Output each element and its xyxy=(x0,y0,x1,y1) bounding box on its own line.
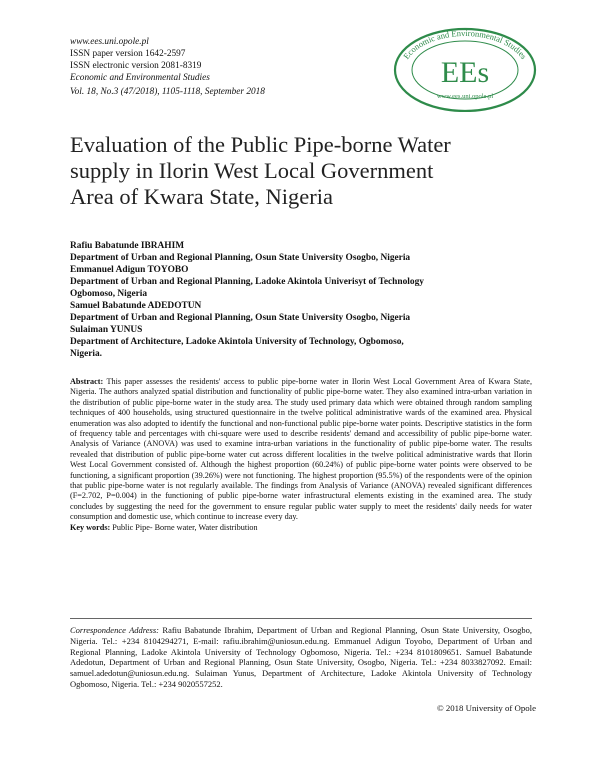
correspondence-label: Correspondence Address: xyxy=(70,625,160,635)
issn-electronic: ISSN electronic version 2081-8319 xyxy=(70,61,202,71)
author-affiliation: Ogbomoso, Nigeria xyxy=(70,289,148,299)
abstract-label: Abstract: xyxy=(70,377,104,386)
author-name: Sulaiman YUNUS xyxy=(70,325,143,335)
author-list xyxy=(70,240,540,360)
author-affiliation: Department of Urban and Regional Planning, Osun State University Osogbo, Nigeria xyxy=(70,253,411,263)
title-line: Area of Kwara State, Nigeria xyxy=(70,184,334,209)
author-affiliation: Department of Architecture, Ladoke Akintola University of Technology, Ogbomoso, xyxy=(70,337,404,347)
abstract-section xyxy=(70,377,532,533)
title-line: Evaluation of the Public Pipe-borne Water xyxy=(70,132,451,157)
author-affiliation: Nigeria. xyxy=(70,349,103,359)
issn-paper: ISSN paper version 1642-2597 xyxy=(70,49,186,59)
author-name: Samuel Babatunde ADEDOTUN xyxy=(70,301,202,311)
author-affiliation: Department of Urban and Regional Planning, Osun State University Osogbo, Nigeria xyxy=(70,313,411,323)
copyright-notice: © 2018 University of Opole xyxy=(436,703,536,713)
keywords-label: Key words: xyxy=(70,522,111,532)
author-name: Rafiu Babatunde IBRAHIM xyxy=(70,241,185,251)
volume-info: Vol. 18, No.3 (47/2018), 1105-1118, September 2018 xyxy=(70,87,265,97)
correspondence-section xyxy=(70,618,532,690)
correspondence-text: Rafiu Babatunde Ibrahim, Department of Urban and Regional Planning, Osun State University, Osogbo, Nigeria. Tel.: +234 8104294271, E-mail: rafiu.ibrahim@uniosun.edu.ng. Emmanuel Adigun Toyobo, Department of Urban and Regional Planning, Ladoke Akintola University of Technology Ogbomoso, Nigeria. Tel.: +234 8101809651. Samuel Babatunde Adedotun, Department of Urban and Regional Planning, Osun State University, Osogbo, Nigeria. Tel.: +234 8033827092. Email: samuel.adedotun@uniosun.edu.ng. Sulaiman Yunus, Department of Architecture, Ladoke Akintola University of Technology Ogbomoso, Nigeria. Tel.: +234 9020557252. xyxy=(70,625,533,689)
logo-main-text: EEs xyxy=(440,56,490,89)
logo-url-text: www.ees.uni.opole.pl xyxy=(436,93,494,100)
article-title xyxy=(70,132,530,210)
logo-ring-text: Economic and Environmental Studies xyxy=(401,27,529,61)
author-name: Emmanuel Adigun TOYOBO xyxy=(70,265,189,275)
journal-header xyxy=(70,36,265,98)
author-affiliation: Department of Urban and Regional Planning, Ladoke Akintola Univerisyt of Technology xyxy=(70,277,424,287)
keywords-text: Public Pipe- Borne water, Water distribution xyxy=(112,522,258,532)
journal-logo xyxy=(392,26,538,112)
journal-website[interactable]: www.ees.uni.opole.pl xyxy=(70,37,149,47)
journal-name: Economic and Environmental Studies xyxy=(70,73,210,83)
abstract-text: This paper assesses the residents' access to public pipe-borne water in Ilorin West Local Government Area of Kwara State, Nigeria. The authors analyzed spatial distribution and functionality of public pipe-borne water. They also examined intra-urban variation in the distribution of public pipe-borne water in the study area. The study used primary data which were obtained through random sampling techniques of 400 households, using structured questionnaire in the twelve political administrative wards of the examined area. Physical enumeration was also adopted to identify the functional and non-functional public pipe-borne water points. Descriptive statistics in the form of frequency table and percentages with chi-square were used to describe residents' demand and accessibility of public pipe-borne water. Analysis of Variance (ANOVA) was used to examine intra-urban variations in the functionality of public pipe-borne water. The results revealed that distribution of public pipe-borne water cut across different localities in the twelve political administrative wards that Ilorin West Local Government consisted of. Although the highest proportion (60.24%) of public pipe-borne water points were observed to be functioning, a significant proportion (39.26%) were not functioning. The highest proportion (95.5%) of the respondents were of the opinion that public pipe-borne water is not regularly available. The findings from Analysis of Variance (ANOVA) revealed significant differences (F=2.702, P=0.004) in the functioning of public pipe-borne water infrastructural elements existing in the examined area. The study concludes by suggesting the need for the government to ensure regular public water supply to meet the residents' daily needs for water consumption and domestic use, which continue to increase every day. xyxy=(70,377,532,522)
title-line: supply in Ilorin West Local Government xyxy=(70,158,434,183)
